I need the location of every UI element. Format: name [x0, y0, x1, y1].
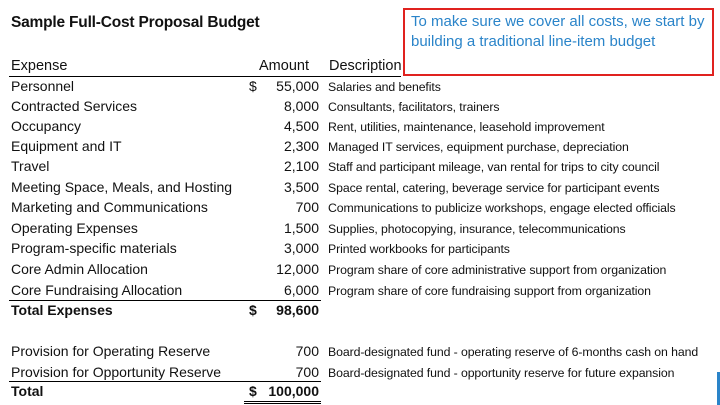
budget-row [0, 282, 720, 302]
row-description: Printed workbooks for participants [328, 242, 510, 256]
row-description: Consultants, facilitators, trainers [328, 100, 500, 114]
row-description: Managed IT services, equipment purchase, depreciation [328, 140, 629, 154]
row-label: Marketing and Communications [11, 199, 208, 215]
total-expenses-rule [9, 300, 321, 301]
row-label: Meeting Space, Meals, and Hosting [11, 179, 233, 195]
total-double-underline [244, 403, 321, 404]
budget-row [0, 158, 720, 178]
budget-row [0, 118, 720, 138]
row-amount: 3,500 [283, 179, 319, 195]
header-description: Description [329, 58, 402, 74]
row-amount: 6,000 [283, 282, 319, 298]
row-description: Program share of core fundraising support from organization [328, 284, 651, 298]
total-row [0, 383, 720, 403]
row-label: Operating Expenses [11, 220, 138, 236]
row-amount: 12,000 [276, 261, 319, 277]
row-amount: 700 [295, 364, 319, 380]
row-amount: 4,500 [283, 118, 319, 134]
budget-row [0, 261, 720, 281]
total-double-underline [244, 401, 321, 402]
total-amount: 100,000 [268, 383, 319, 399]
budget-row [0, 199, 720, 219]
total-label: Total [11, 383, 44, 399]
row-amount: 2,100 [283, 158, 319, 174]
total-rule [9, 381, 321, 382]
budget-row [0, 78, 720, 98]
row-label: Provision for Operating Reserve [11, 343, 211, 359]
budget-row [0, 220, 720, 240]
header-expense: Expense [11, 58, 68, 74]
callout-box: To make sure we cover all costs, we start by building a traditional line-item budget [403, 8, 714, 76]
header-amount: Amount [259, 58, 309, 74]
row-amount: 55,000 [276, 78, 319, 94]
row-amount: 8,000 [283, 98, 319, 114]
row-description: Communications to publicize workshops, engage elected officials [328, 201, 676, 215]
row-amount: 1,500 [283, 220, 319, 236]
total-expenses-row [0, 302, 720, 322]
total-expenses-label: Total Expenses [11, 302, 113, 318]
budget-row [0, 98, 720, 118]
row-description: Program share of core administrative support from organization [328, 263, 667, 277]
row-description: Staff and participant mileage, van rental for trips to city council [328, 160, 660, 174]
budget-row [0, 179, 720, 199]
currency-symbol: $ [249, 78, 257, 94]
row-label: Equipment and IT [11, 138, 122, 154]
row-label: Occupancy [11, 118, 82, 134]
reserve-row [0, 343, 720, 363]
budget-row [0, 240, 720, 260]
row-amount: 3,000 [283, 240, 319, 256]
row-label: Core Admin Allocation [11, 261, 148, 277]
header-underline [9, 76, 401, 77]
row-description: Salaries and benefits [328, 80, 441, 94]
row-amount: 700 [295, 343, 319, 359]
row-label: Program-specific materials [11, 240, 177, 256]
row-label: Provision for Opportunity Reserve [11, 364, 222, 380]
budget-row [0, 138, 720, 158]
total-expenses-amount: 98,600 [276, 302, 319, 318]
budget-title: Sample Full-Cost Proposal Budget [11, 14, 260, 31]
row-description: Board-designated fund - operating reserve of 6-months cash on hand [328, 345, 699, 359]
currency-symbol: $ [249, 302, 257, 318]
row-description: Supplies, photocopying, insurance, telecommunications [328, 222, 626, 236]
row-description: Board-designated fund - opportunity reserve for future expansion [328, 366, 675, 380]
row-label: Core Fundraising Allocation [11, 282, 183, 298]
row-label: Contracted Services [11, 98, 138, 114]
row-amount: 2,300 [283, 138, 319, 154]
row-description: Space rental, catering, beverage service for participant events [328, 181, 660, 195]
row-description: Rent, utilities, maintenance, leasehold improvement [328, 120, 605, 134]
row-amount: 700 [295, 199, 319, 215]
currency-symbol: $ [249, 383, 257, 399]
row-label: Travel [11, 158, 50, 174]
row-label: Personnel [11, 78, 75, 94]
